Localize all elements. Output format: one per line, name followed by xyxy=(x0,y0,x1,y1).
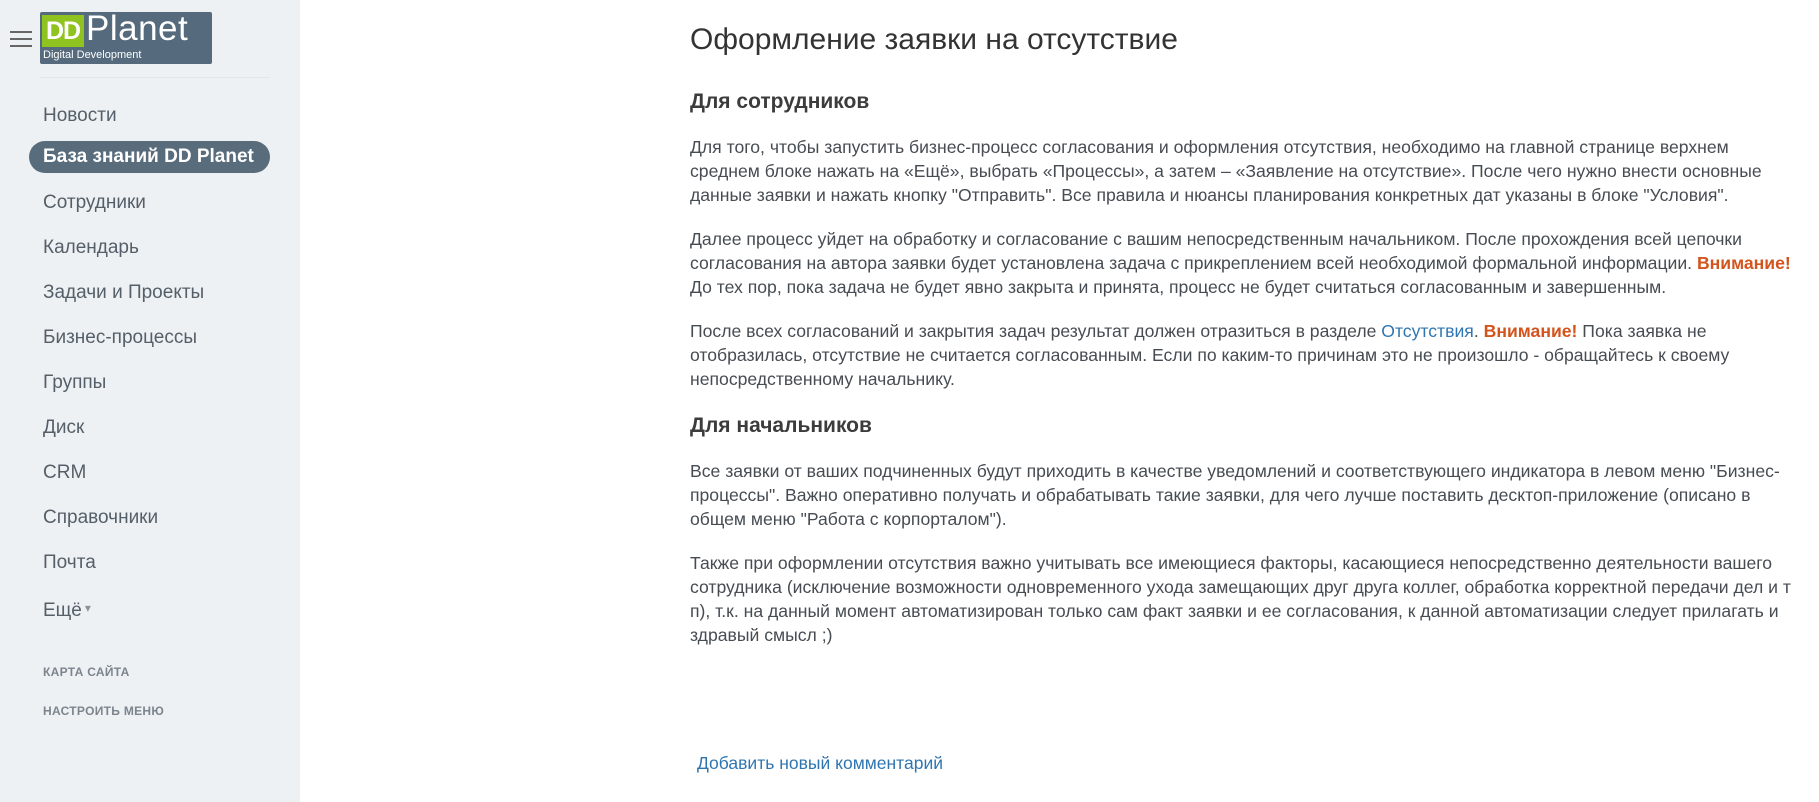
logo-name: Planet xyxy=(86,12,189,48)
configure-menu-link[interactable]: НАСТРОИТЬ МЕНЮ xyxy=(43,704,165,718)
add-comment-link[interactable]: Добавить новый комментарий xyxy=(697,753,943,773)
warning-label: Внимание! xyxy=(1483,321,1578,341)
sidebar-item-mail[interactable] xyxy=(29,543,279,588)
menu-icon[interactable] xyxy=(10,31,32,47)
sidebar-item-label: Календарь xyxy=(43,237,139,258)
sidebar-item-label: Почта xyxy=(43,552,96,573)
sidebar-nav xyxy=(29,96,279,633)
sidebar-item-label: Новости xyxy=(43,105,117,126)
sidebar-item-business-processes[interactable] xyxy=(29,318,279,363)
sidebar-item-disk[interactable] xyxy=(29,408,279,453)
paragraph-2: Далее процесс уйдет на обработку и согласование с вашим непосредственным начальником. После прохождения всей цепочки согласования на автора заявки будет установлена задача с прикреплением всей необходимой формальной информации. Внимание! До тех пор, пока задача не будет явно закрыта и принята, процесс не будет считаться согласованным и завершенным. xyxy=(690,229,1791,297)
section-heading-employees: Для сотрудников xyxy=(690,90,870,113)
logo-tagline: Digital Development xyxy=(43,49,142,61)
paragraph-3: После всех согласований и закрытия задач результат должен отразиться в разделе Отсутствия. Внимание! Пока заявка не отобразилась, отсутствие не считается согласованным. Если по каким-то причинам это не произошло - обращайтесь к своему непосредственному начальнику. xyxy=(690,321,1730,389)
article xyxy=(690,20,1800,667)
sidebar-item-crm[interactable] xyxy=(29,453,279,498)
sidebar-item-more[interactable] xyxy=(29,588,279,633)
sidebar-item-news[interactable] xyxy=(29,96,279,141)
sidebar-item-knowledge-base[interactable] xyxy=(29,141,270,173)
sidebar-item-groups[interactable] xyxy=(29,363,279,408)
sidebar-item-label: Группы xyxy=(43,372,107,393)
sidebar-item-tasks[interactable] xyxy=(29,273,279,318)
sidebar-item-directories[interactable] xyxy=(29,498,279,543)
sidebar-item-employees[interactable] xyxy=(29,183,279,228)
page-title: Оформление заявки на отсутствие xyxy=(690,23,1178,56)
sidebar-item-calendar[interactable] xyxy=(29,228,279,273)
sidebar-item-label: Диск xyxy=(43,417,85,438)
paragraph-4: Все заявки от ваших подчиненных будут приходить в качестве уведомлений и соответствующего индикатора в левом меню "Бизнес-процессы". Важно оперативно получать и обрабатывать такие заявки, для чего лучше поставить десктоп-приложение (описано в общем меню "Работа с корпорталом"). xyxy=(690,461,1780,529)
sidebar-item-label: CRM xyxy=(43,462,87,483)
sidebar-item-label: Справочники xyxy=(43,507,159,528)
sitemap-link[interactable]: КАРТА САЙТА xyxy=(43,665,130,679)
warning-label: Внимание! xyxy=(1696,253,1791,273)
sidebar-item-label: Бизнес-процессы xyxy=(43,327,197,348)
section-heading-managers: Для начальников xyxy=(690,414,872,437)
sidebar-item-label: Сотрудники xyxy=(43,192,146,213)
paragraph-5: Также при оформлении отсутствия важно учитывать все имеющиеся факторы, касающиеся непосредственно деятельности вашего сотрудника (исключение возможности одновременного ухода замещающих друг друга коллег, обработка корректной передачи дел и т п), т.к. на данный момент автоматизирован только сам факт заявки и ее согласования, к данной автоматизации следует прилагать и здравый смысл ;) xyxy=(690,553,1791,645)
logo[interactable] xyxy=(40,12,212,64)
sidebar-divider xyxy=(40,77,270,78)
sidebar-item-label: База знаний DD Planet xyxy=(43,146,254,167)
sidebar xyxy=(0,0,300,802)
logo-dd-mark: DD xyxy=(42,15,84,47)
sidebar-item-label: Задачи и Проекты xyxy=(43,282,205,303)
sidebar-item-label: Ещё xyxy=(43,600,82,621)
paragraph-1: Для того, чтобы запустить бизнес-процесс согласования и оформления отсутствия, необходимо на главной странице верхнем среднем блоке нажать на «Ещё», выбрать «Процессы», а затем – «Заявление на отсутствие». После чего нужно внести основные данные заявки и нажать кнопку "Отправить". Все правила и нюансы планирования конкретных дат указаны в блоке "Условия". xyxy=(690,137,1762,205)
absences-link[interactable]: Отсутствия xyxy=(1381,321,1474,341)
chevron-down-icon: ▾ xyxy=(84,601,91,615)
